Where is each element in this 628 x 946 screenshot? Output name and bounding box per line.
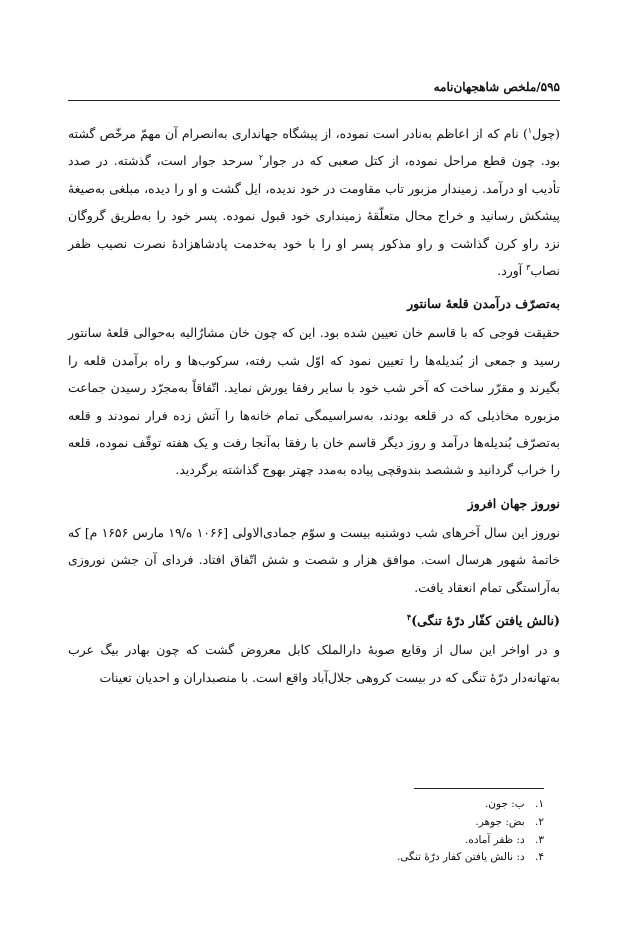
- footnote-ref-3[interactable]: ۳: [526, 262, 531, 272]
- section-heading-nowruz: نوروز جهان افروز: [467, 495, 560, 511]
- footnote-number: ۴.: [535, 851, 544, 864]
- footnote-text: بض: جوهر.: [475, 815, 525, 828]
- footnotes-list: [244, 796, 544, 867]
- page-body: [68, 120, 560, 691]
- footnote-item: [244, 832, 544, 850]
- footnote-rule: [414, 788, 544, 789]
- footnote-number: ۲.: [535, 815, 544, 828]
- intro-paragraph: (چول$^۱$) نام که از اعاظم به‌نادر است نموده، از پیشگاه جهانداری به‌انصرام آن مهمّ مرخّص گشته بود. چون قطع مراحل نموده، از کتل صعبی که در جوار$^۲$ سرحد جوار است، گذشته. در صدد تأدیب او درآمد. زمیندار مزبور تاب مقاومت در خود ندیده، ایل گشت و او را دیده، مبلغی به‌صیغهٔ پیشکش رسانید و خراج محال متعلّقهٔ زمینداری خود قبول نموده. پسر خود را به‌طریق گروگان نزد راو کرن گذاشت و راو مذکور پسر او را با خود به‌خدمت پادشاهزادهٔ نصرت نصیب ظفر نصاب$^۳$ آورد.: [68, 125, 560, 279]
- section-heading-nalesh: (نالش یافتن کفّار درّهٔ تنگی)$^۴$: [406, 611, 560, 629]
- footnote-text: د: ظفر آماده.: [465, 833, 525, 846]
- footnote-number: ۱.: [535, 798, 544, 810]
- footnote-ref-4[interactable]: ۴: [406, 611, 412, 622]
- nalesh-paragraph: و در اواخر این سال از وقایع صوبهٔ دارالملک کابل معروض گشت که چون بهادر بیگ عرب به‌تهانه‌دار درّهٔ تنگی که در بیست کروهی جلال‌آباد واقع است. با منصبداران و احدیان تعینات: [68, 642, 560, 685]
- footnote-text: د: نالش یافتن کفار درّهٔ تنگی.: [396, 851, 525, 864]
- section-heading-santur: به‌تصرّف درآمدن قلعهٔ سانتور: [407, 296, 560, 312]
- nowruz-paragraph: نوروز این سال آخرهای شب دوشنبه بیست و سوّم جمادی‌الاولی [۱۰۶۶ ه/۱۹ مارس ۱۶۵۶ م] که خاتمهٔ شهور هرسال است. موافق هزار و شصت و شش اتّفاق افتاد. فردای آن جشن نوروزی به‌آراستگی تمام انعقاد یافت.: [68, 524, 560, 595]
- footnote-text: ب: جون.: [484, 798, 525, 810]
- footnote-item: [244, 849, 544, 867]
- header-rule: [68, 100, 560, 101]
- footnote-item: [244, 796, 544, 814]
- footnote-item: [244, 814, 544, 832]
- footnote-ref-2[interactable]: ۲: [258, 153, 264, 163]
- footnote-ref-1[interactable]: ۱: [527, 125, 533, 135]
- santur-paragraph: حقیقت فوجی که با قاسم خان تعیین شده بود. این که چون خان مشارٌالیه به‌حوالی قلعهٔ سانتور رسید و جمعی از بُندیله‌ها را تعیین نمود که اوّل شب رفته، سرکوب‌ها و راه برآمدن قلعه را بگیرند و مقرّر ساخت که آخر شب خود با سایر رفقا یورش نماید. اتّفاقاً به‌مجرّد رسیدن جماعت مزبوره مخاذیلی که در قلعه بودند، به‌سراسیمگی تمام خانه‌ها را آتش زده فرار نمودند و قلعه به‌تصرّف بُندیله‌ها درآمد و روز دیگر قاسم خان با رفقا به‌آنجا رفت و یک هفته توقّف نموده، قلعه را خراب گردانید و ششصد بندوقچی پیاده به‌مدد چهتر بهوج گذاشته برگردید.: [68, 325, 560, 478]
- footnote-number: ۳.: [535, 833, 544, 846]
- running-head: ۵۹۵/ملخص شاهجهان‌نامه: [433, 80, 560, 94]
